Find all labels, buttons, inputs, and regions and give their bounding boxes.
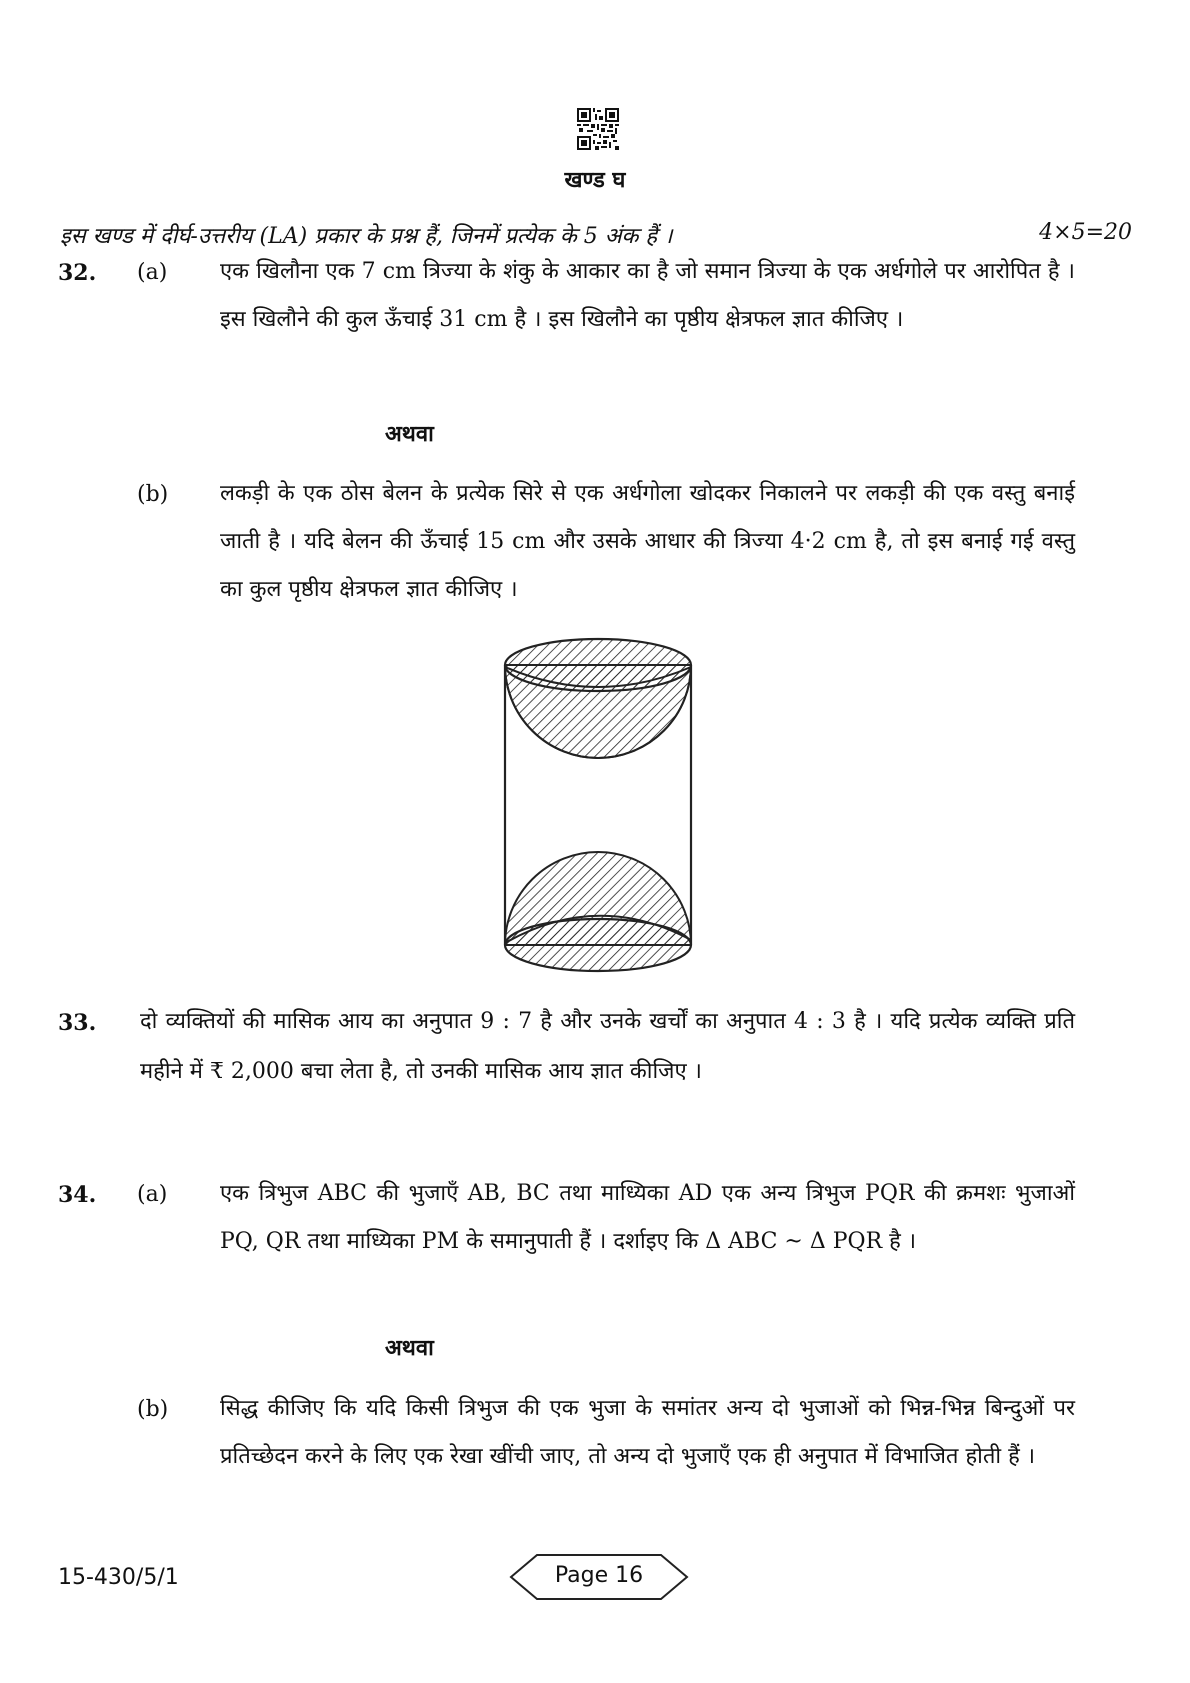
cylinder-hemisphere-figure [498,635,698,985]
page-number-badge [509,1552,689,1602]
paper-code: 15-430/5/1 [58,1565,179,1590]
q34-part-b-label: (b) [137,1397,169,1422]
q32-part-b-label: (b) [137,482,169,507]
section-instructions: इस खण्ड में दीर्घ-उत्तरीय (LA) प्रकार के प्रश्न हैं, जिनमें प्रत्येक के 5 अंक हैं । [60,224,673,249]
q34-or-label: अथवा [385,1335,434,1361]
q33-text: दो व्यक्तियों की मासिक आय का अनुपात 9 : 7 है और उनके खर्चों का अनुपात 4 : 3 है । यदि प्रत्येक व्यक्ति प्रति महीने में ₹ 2,000 बचा लेता है, तो उनकी मासिक आय ज्ञात कीजिए । [140,1009,1075,1084]
question-number-32: 32. [58,260,97,286]
q34-part-a-text: एक त्रिभुज ABC की भुजाएँ AB, BC तथा माध्यिका AD एक अन्य त्रिभुज PQR की क्रमशः भुजाओं PQ, QR तथा माध्यिका PM के समानुपाती हैं । दर्शाइए कि Δ ABC ~ Δ PQR है । [220,1181,1075,1254]
q32-part-a-label: (a) [137,260,168,285]
section-title: खण्ड घ [564,167,626,193]
q34-part-a-label: (a) [137,1182,168,1207]
page-number-label: Page 16 [554,1563,644,1588]
question-number-34: 34. [58,1182,97,1208]
q34-part-b-text: सिद्ध कीजिए कि यदि किसी त्रिभुज की एक भुजा के समांतर अन्य दो भुजाओं को भिन्न-भिन्न बिन्दुओं पर प्रतिच्छेदन करने के लिए एक रेखा खींची जाए, तो अन्य दो भुजाएँ एक ही अनुपात में विभाजित होती हैं । [220,1396,1075,1469]
qr-code-icon [577,108,619,150]
question-number-33: 33. [58,1010,97,1036]
q32-or-label: अथवा [385,421,434,447]
q32-part-a-text: एक खिलौना एक 7 cm त्रिज्या के शंकु के आकार का है जो समान त्रिज्या के एक अर्धगोले पर आरोपित है । इस खिलौने की कुल ऊँचाई 31 cm है । इस खिलौने का पृष्ठीय क्षेत्रफल ज्ञात कीजिए । [220,259,1075,332]
section-marks: 4×5=20 [1039,220,1132,245]
q32-part-b-text: लकड़ी के एक ठोस बेलन के प्रत्येक सिरे से एक अर्धगोला खोदकर निकालने पर लकड़ी की एक वस्तु बनाई जाती है । यदि बेलन की ऊँचाई 15 cm और उसके आधार की त्रिज्या 4·2 cm है, तो इस बनाई गई वस्तु का कुल पृष्ठीय क्षेत्रफल ज्ञात कीजिए । [220,481,1075,602]
